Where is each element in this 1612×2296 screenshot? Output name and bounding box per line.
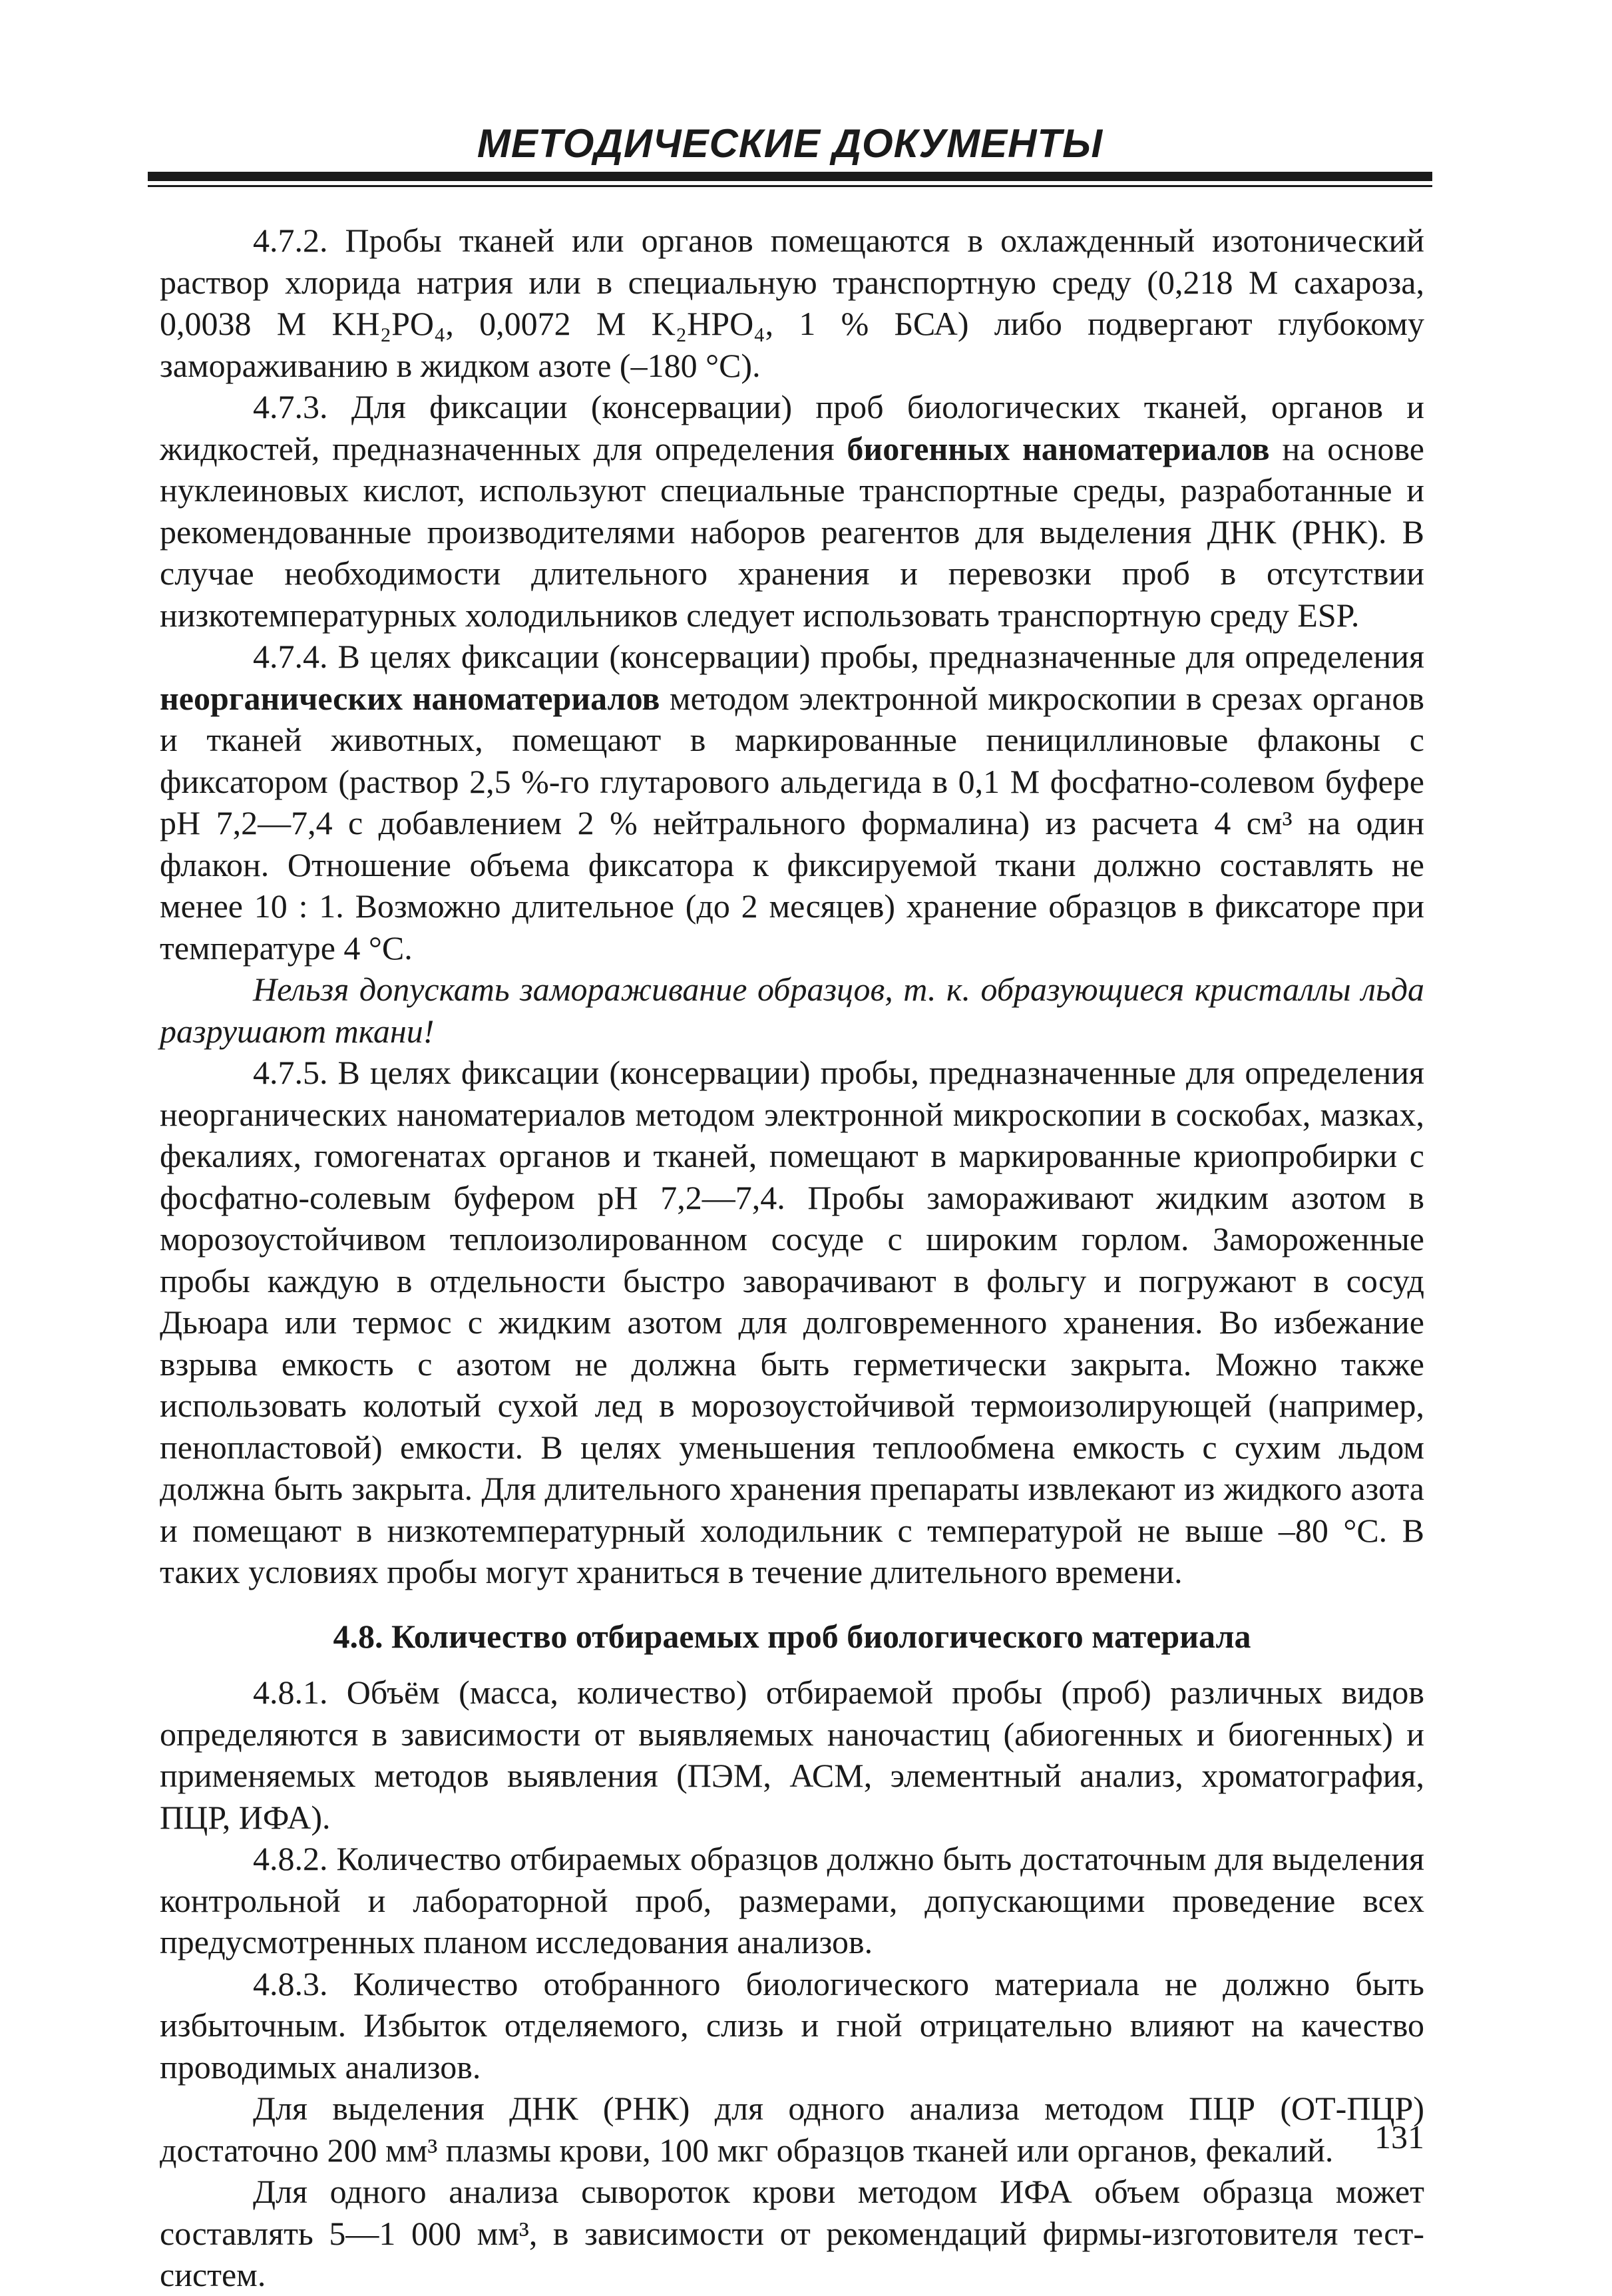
paragraph-dna-volume: Для выделения ДНК (РНК) для одного анализа методом ПЦР (ОТ-ПЦР) достаточно 200 мм³ плазмы крови, 100 мкг образцов тканей или органов, фекалий. bbox=[160, 2090, 1424, 2169]
warning-note: Нельзя допускать замораживание образцов, т. к. образующиеся кристаллы льда разрушают ткани! bbox=[160, 971, 1424, 1050]
paragraph-ifa-volume: Для одного анализа сывороток крови методом ИФА объем образца может составлять 5—1 000 мм³, в зависимости от рекомендаций фирмы-изготовителя тест-систем. bbox=[160, 2173, 1424, 2293]
section-heading-4-8: 4.8. Количество отбираемых проб биологического материала bbox=[333, 1617, 1251, 1655]
paragraph-4-7-3 bbox=[160, 386, 1424, 636]
paragraph-4-7-3-part-a: 4.7.3. Для фиксации (консервации) проб биологических тканей, органов и жидкостей, предназначенных для определения bbox=[160, 388, 1424, 467]
header-title: МЕТОДИЧЕСКИЕ ДОКУМЕНТЫ bbox=[477, 121, 1104, 166]
running-header bbox=[148, 117, 1432, 170]
page-body bbox=[160, 220, 1424, 2296]
paragraph-4-7-3-bold: биогенных наноматериалов bbox=[847, 429, 1270, 467]
page-number: 131 bbox=[1374, 2118, 1424, 2156]
paragraph-4-7-4-part-a: 4.7.4. В целях фиксации (консервации) пробы, предназначенные для определения bbox=[253, 638, 1424, 675]
paragraph-4-7-4-part-b: методом электронной микроскопии в срезах органов и тканей животных, помещают в маркированные пенициллиновые флаконы с фиксатором (раствор 2,5 %-го глутарового альдегида в 0,1 М фосфатно-солевом буфере pH 7,2—7,4 с добавлением 2 % нейтрального формалина) из расчета 4 см³ на один флакон. Отношение объема фиксатора к фиксируемой ткани должно составлять не менее 10 : 1. Возможно длительное (до 2 месяцев) хранение образцов в фиксаторе при температуре 4 °C. bbox=[160, 679, 1425, 967]
header-rule-thick bbox=[148, 172, 1432, 181]
paragraph-4-7-4-bold: неорганических наноматериалов bbox=[160, 679, 660, 717]
paragraph-4-7-5: 4.7.5. В целях фиксации (консервации) пробы, предназначенные для определения неорганических наноматериалов методом электронной микроскопии в соскобах, мазках, фекалиях, гомогенатах органов и тканей, помещают в маркированные криопробирки с фосфатно-солевым буфером pH 7,2—7,4. Пробы замораживают жидким азотом в морозоустойчивом теплоизолированном сосуде с широким горлом. Замороженные пробы каждую в отдельности быстро заворачивают в фольгу и погружают в сосуд Дьюара или термос с жидким азотом для долговременного хранения. Во избежание взрыва емкость с азотом не должна быть герметически закрыта. Можно также использовать колотый сухой лед в морозоустойчивой термоизолирующей (например, пенопластовой) емкости. В целях уменьшения теплообмена емкость с сухим льдом должна быть закрыта. Для длительного хранения препараты извлекают из жидкого азота и помещают в низкотемпературный холодильник с температурой не выше –80 °C. В таких условиях пробы могут храниться в течение длительного времени. bbox=[160, 1054, 1424, 1590]
paragraph-4-8-1: 4.8.1. Объём (масса, количество) отбираемой пробы (проб) различных видов определяются в зависимости от выявляемых наночастиц (абиогенных и биогенных) и применяемых методов выявления (ПЭМ, АСМ, элементный анализ, хроматография, ПЦР, ИФА). bbox=[160, 1674, 1424, 1836]
paragraph-4-7-3-part-b: на основе нуклеиновых кислот, используют специальные транспортные среды, разработанные и рекомендованные производителями наборов реагентов для выделения ДНК (РНК). В случае необходимости длительного хранения и перевозки проб в отсутствии низкотемпературных холодильников следует использовать транспортную среду ESP. bbox=[160, 429, 1424, 634]
header-rule-thin bbox=[148, 185, 1432, 187]
paragraph-4-8-3: 4.8.3. Количество отобранного биологического материала не должно быть избыточным. Избыток отделяемого, слизь и гной отрицательно влияют на качество проводимых анализов. bbox=[160, 1964, 1424, 2086]
paragraph-4-8-2: 4.8.2. Количество отбираемых образцов должно быть достаточным для выделения контрольной и лабораторной проб, размерами, допускающими проведение всех предусмотренных планом исследования анализов. bbox=[160, 1840, 1424, 1960]
paragraph-4-7-2: 4.7.2. Пробы тканей или органов помещаются в охлажденный изотонический раствор хлорида натрия или в специальную транспортную среду (0,218 М сахароза, 0,0038 М KH₂PO₄, 0,0072 М K₂HPO₄, 1 % БСА) либо подвергают глубокому замораживанию в жидком азоте (–180 °C). bbox=[160, 222, 1424, 384]
paragraph-4-7-4 bbox=[160, 636, 1424, 969]
